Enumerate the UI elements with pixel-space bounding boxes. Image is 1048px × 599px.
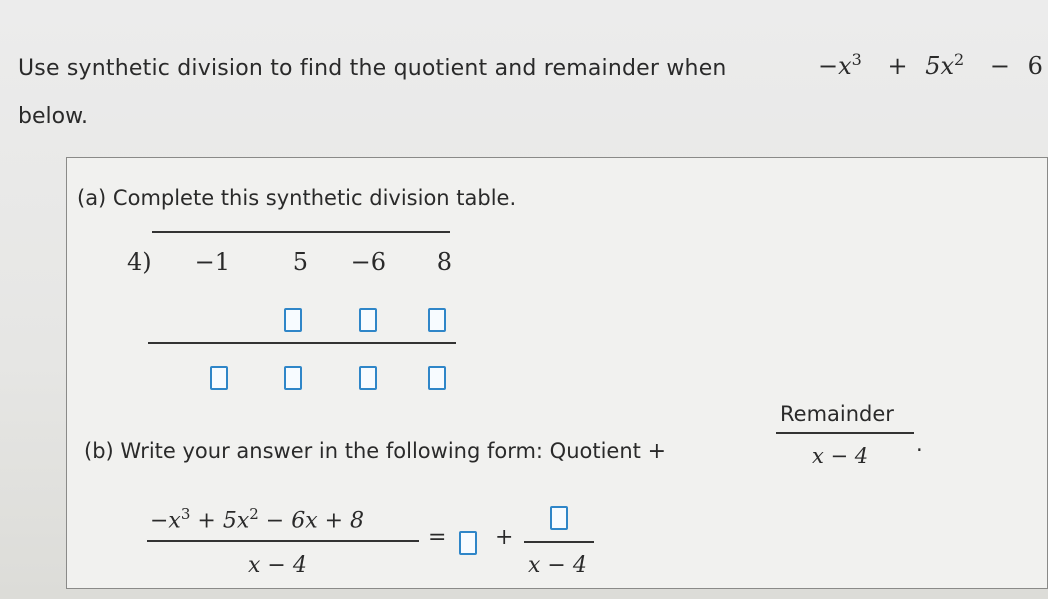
poly-cut: 6 bbox=[1027, 52, 1043, 80]
result-input-3[interactable] bbox=[359, 366, 377, 390]
poly-op1: + bbox=[887, 52, 908, 80]
coefficient-4: 8 bbox=[436, 248, 452, 276]
part-b-label bbox=[84, 439, 666, 464]
lhs-term-b-exp: 2 bbox=[249, 505, 259, 523]
prompt-polynomial bbox=[818, 50, 1043, 80]
form-period: . bbox=[916, 432, 923, 456]
form-numerator: Remainder bbox=[780, 402, 894, 426]
result-input-1[interactable] bbox=[210, 366, 228, 390]
lhs-term-b: + 5x bbox=[197, 508, 250, 534]
lhs-term-a-exp: 3 bbox=[180, 505, 191, 523]
rhs-fraction-bar bbox=[524, 541, 594, 543]
form-fraction-bar bbox=[776, 432, 914, 434]
lhs-denominator: x − 4 bbox=[248, 553, 307, 578]
equals-sign: = bbox=[428, 525, 447, 550]
rhs-denominator: x − 4 bbox=[528, 553, 587, 578]
coefficient-3: −6 bbox=[350, 248, 386, 276]
division-bottom-rule bbox=[148, 342, 456, 344]
product-input-4[interactable] bbox=[428, 308, 446, 332]
division-top-rule bbox=[152, 231, 450, 233]
part-b-plus: + bbox=[647, 439, 667, 464]
part-b-text: (b) Write your answer in the following form: Quotient bbox=[84, 439, 641, 463]
product-input-3[interactable] bbox=[359, 308, 377, 332]
form-denominator: x − 4 bbox=[812, 444, 869, 468]
part-a-label: (a) Complete this synthetic division table. bbox=[77, 186, 517, 210]
prompt-text-line-2: below. bbox=[18, 104, 89, 129]
lhs-term-c: − 6x + 8 bbox=[265, 508, 365, 534]
divisor bbox=[127, 248, 152, 276]
divisor-value: 4 bbox=[127, 248, 143, 276]
lhs-term-a: −x bbox=[150, 508, 181, 534]
coefficient-2: 5 bbox=[292, 248, 308, 276]
poly-term2-exp: 2 bbox=[954, 50, 965, 69]
coefficient-1: −1 bbox=[194, 248, 230, 276]
rhs-plus-sign: + bbox=[495, 525, 514, 550]
product-input-2[interactable] bbox=[284, 308, 302, 332]
prompt-text-line-1: Use synthetic division to find the quotient and remainder when bbox=[18, 56, 727, 81]
result-input-4[interactable] bbox=[428, 366, 446, 390]
divisor-bracket: ) bbox=[142, 248, 152, 276]
poly-term2: 5x bbox=[925, 52, 955, 80]
poly-term1-var: x bbox=[838, 52, 852, 80]
remainder-input[interactable] bbox=[550, 506, 568, 530]
poly-term1-sign: − bbox=[818, 52, 839, 80]
lhs-fraction-bar bbox=[147, 540, 419, 542]
poly-op2: − bbox=[989, 52, 1010, 80]
quotient-input[interactable] bbox=[459, 531, 477, 555]
result-input-2[interactable] bbox=[284, 366, 302, 390]
lhs-numerator bbox=[150, 505, 364, 533]
poly-term1-exp: 3 bbox=[851, 50, 862, 69]
